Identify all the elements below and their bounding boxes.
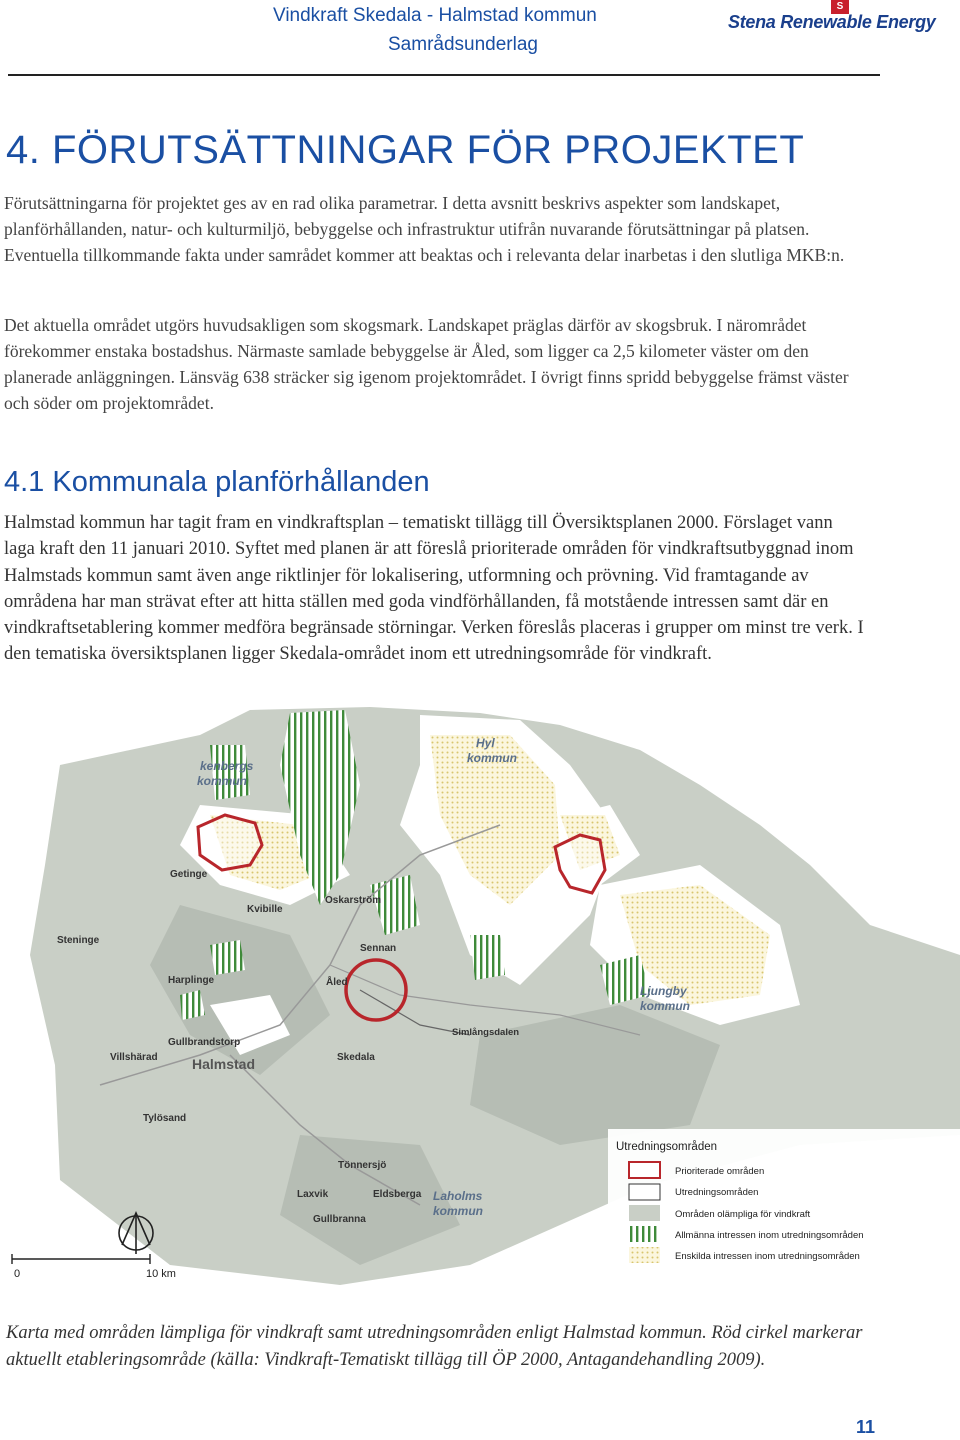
place-label: Eldsberga — [373, 1189, 422, 1200]
place-label: Halmstad — [192, 1056, 256, 1072]
legend-swatch-priority — [629, 1162, 660, 1178]
legend-swatch-private — [629, 1247, 660, 1263]
legend-label: Utredningsområden — [675, 1187, 759, 1198]
place-label: kenbergs — [200, 759, 254, 773]
place-label: kommun — [640, 999, 691, 1013]
page-number: 11 — [856, 1417, 876, 1437]
place-label: Steninge — [57, 935, 100, 946]
public-interest-area — [210, 940, 245, 975]
place-label: Sennan — [360, 943, 397, 954]
priority-area — [198, 815, 262, 870]
place-label: Åled — [326, 977, 348, 988]
wind-power-map — [0, 705, 960, 1285]
legend-swatch-investigation — [629, 1184, 660, 1200]
header-divider — [8, 74, 880, 76]
place-label: Skedala — [337, 1052, 375, 1063]
stena-logo-mark: S — [831, 0, 849, 14]
place-label: kommun — [433, 1204, 484, 1218]
section-paragraph-2: Det aktuella området utgörs huvudsakligen som skogsmark. Landskapet präglas därför av skogsbruk. I närområdet förekommer enstaka bostadshus. Närmaste samlade bebyggelse är Åled, som ligger ca 2,5 kilometer väster om den planerade anläggningen. Länsväg 638 sträcker sig igenom projektområdet. I övrigt finns spridd bebyggelse främst väster och söder om projektområdet. — [4, 315, 849, 413]
place-label: Laxvik — [297, 1189, 329, 1200]
place-label: Tönnersjö — [338, 1160, 387, 1171]
legend-label: Allmänna intressen inom utredningsområden — [675, 1230, 864, 1241]
legend-label: Områden olämpliga för vindkraft — [675, 1209, 811, 1220]
legend-swatch-unsuitable — [629, 1205, 660, 1221]
stena-logo — [728, 0, 958, 40]
public-interest-area — [470, 935, 505, 980]
section-paragraph-1: Förutsättningarna för projektet ges av en rad olika parametrar. I detta avsnitt beskrivs aspekter som landskapet, planförhållanden, natur- och kulturmiljö, bebyggelse och infrastruktur utifrån nuvarande förutsättningar på platsen. Eventuella tillkommande fakta under samrådet kommer att beaktas och i relevanta delar inarbetas i den slutliga MKB:n. — [4, 193, 845, 265]
map-caption: Karta med områden lämpliga för vindkraft samt utredningsområden enligt Halmstad kommun. Röd cirkel markerar aktuellt etableringsområde (källa: Vindkraft-Tematiskt tillägg till ÖP 2000, Antagandehandling 2009). — [6, 1323, 863, 1370]
place-label: Villshärad — [110, 1052, 158, 1063]
place-label: Tylösand — [143, 1113, 187, 1124]
place-label: Laholms — [433, 1189, 483, 1203]
place-label: Gullbrandstorp — [168, 1037, 241, 1048]
legend-swatch-public — [629, 1226, 660, 1242]
place-label: Gullbranna — [313, 1214, 366, 1225]
legend-label: Prioriterade områden — [675, 1166, 765, 1177]
place-label: Harplinge — [168, 975, 215, 986]
section-heading: 4. FÖRUTSÄTTNINGAR FÖR PROJEKTET — [6, 128, 805, 172]
map-legend — [608, 1129, 960, 1279]
place-label: Simlångsdalen — [452, 1027, 520, 1038]
scale-start-label: 0 — [14, 1268, 21, 1280]
place-label: Oskarström — [325, 895, 382, 906]
legend-label: Enskilda intressen inom utredningsområden — [675, 1251, 860, 1262]
scale-end-label: 10 km — [146, 1268, 176, 1280]
subsection-paragraph: Halmstad kommun har tagit fram en vindkraftsplan – tematiskt tillägg till Översiktsplanen 2000. Förslaget vann laga kraft den 11 januari 2010. Syftet med planen är att föreslå prioriterade områden för vindkraftsutbyggnad inom Halmstads kommun samt även ange riktlinjer för lokalisering, utformning och prövning. Vid framtagande av områdena har man strävat efter att hitta ställen med goda vindförhållanden, få motstående intressen samt där en vindkraftsetablering kommer medföra begränsade störningar. Verken föreslås placeras i grupper om minst tre verk. I den tematiska översiktsplanen ligger Skedala-området inom ett utredningsområde för vindkraft. — [4, 513, 864, 665]
place-label: Getinge — [170, 869, 208, 880]
subsection-heading: 4.1 Kommunala planförhållanden — [4, 466, 430, 498]
place-label: Ljungby — [640, 984, 687, 998]
stena-logo-text: Stena Renewable Energy — [728, 12, 936, 32]
document-subtitle: Samrådsunderlag — [388, 34, 538, 55]
place-label: Kvibille — [247, 904, 283, 915]
place-label: Hyl — [476, 736, 495, 750]
document-title: Vindkraft Skedala - Halmstad kommun — [273, 5, 597, 26]
place-label: kommun — [467, 751, 518, 765]
place-label: kommun — [197, 774, 248, 788]
legend-title: Utredningsområden — [616, 1141, 718, 1153]
